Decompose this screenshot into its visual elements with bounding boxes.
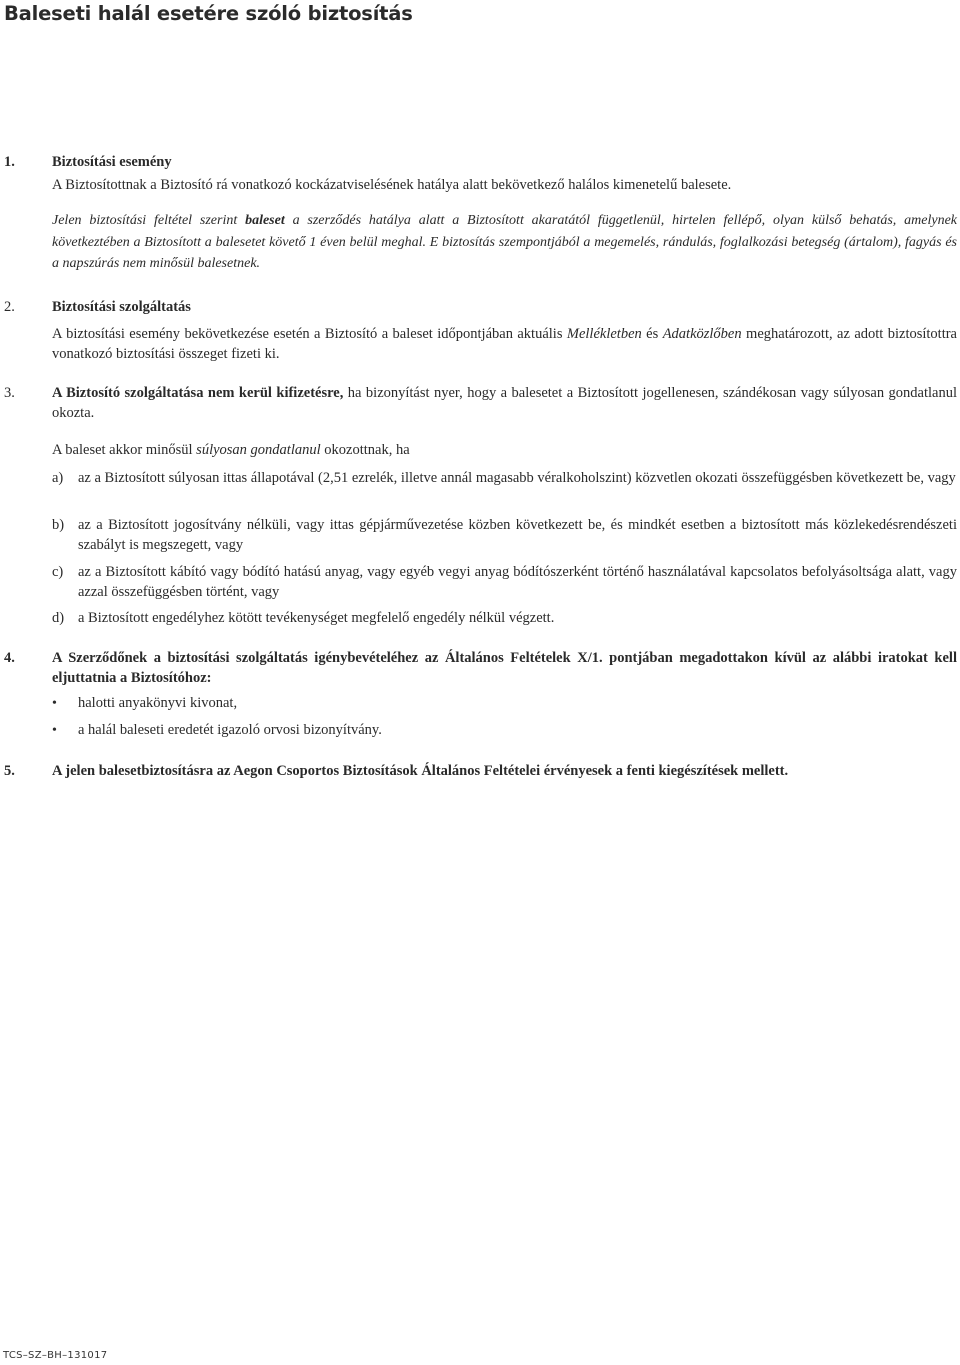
section-5-paragraph: A jelen balesetbiztosításra az Aegon Csoportos Biztosítások Általános Feltételei érvényesek a fenti kiegészítések mellett. (52, 763, 789, 779)
list-item-label: c) (52, 564, 64, 580)
bullet-item: a halál baleseti eredetét igazoló orvosi bizonyítvány. (78, 722, 382, 738)
s3-p2-a: A baleset akkor minősül (52, 442, 197, 458)
s2-text-adatkozlo: Adatközlőben (662, 326, 742, 342)
gross-negligence-intro (52, 441, 957, 461)
section-2-heading: Biztosítási szolgáltatás (52, 299, 191, 315)
list-item-label: b) (52, 517, 65, 533)
definition-text-a: Jelen biztosítási feltétel szerint (52, 213, 246, 228)
section-3-paragraph (52, 384, 957, 423)
list-item: az a Biztosított kábító vagy bódító hatású anyag, vagy egyéb vegyi anyag bódítószerként történő használatával kapcsolatos befolyásoltsága alatt, vagy azzal összefüggésben történt, vagy (78, 564, 957, 600)
definition-text-c: a szerződés hatálya alatt a Biztosított akaratától függetlenül, hirtelen fellépő, olyan külső behatás, amelynek következtében a Biztosított a balesetet követő 1 éven belül meghal. E biztosítás szempontjából a megemelés, rándulás, foglalkozási betegség (ártalom), fagyás és a napszúrás nem minősül balesetnek. (52, 213, 957, 271)
section-1-heading: Biztosítási esemény (52, 154, 172, 170)
list-item: a Biztosított engedélyhez kötött tevékenységet megfelelő engedély nélkül végzett. (78, 610, 555, 626)
page-title: Baleseti halál esetére szóló biztosítás (4, 2, 413, 25)
s2-text-melleklet: Mellékletben (566, 326, 642, 342)
list-item-label: d) (52, 610, 65, 626)
s3-rest-text: ha bizonyítást nyer, hogy a balesetet a Biztosított jogellenesen, szándékosan vagy súlyosan gondatlanul okozta. (52, 385, 957, 421)
s3-p2-c: okozottnak, ha (320, 442, 410, 458)
accident-definition-paragraph (52, 210, 957, 275)
s2-text-e: meghatározott, az adott biztosítottra vonatkozó biztosítási összeget fizeti ki. (52, 326, 957, 362)
section-4-paragraph: A Szerződőnek a biztosítási szolgáltatás igénybevételéhez az Általános Feltételek X/1. pontjában megadottakon kívül az alábbi iratokat kell eljuttatnia a Biztosítóhoz: (52, 650, 957, 686)
s2-text-a: A biztosítási esemény bekövetkezése esetén a Biztosító a baleset időpontjában aktuális (52, 326, 567, 342)
section-2-paragraph (52, 325, 957, 364)
bullet-item: halotti anyakönyvi kivonat, (78, 695, 238, 711)
section-2-number: 2. (4, 299, 15, 315)
s2-text-es: és (641, 326, 663, 342)
list-item: az a Biztosított súlyosan ittas állapotával (2,51 ezrelék, illetve annál magasabb véralkoholszint) közvetlen okozati összefüggésben következett be, vagy (78, 470, 956, 486)
section-4-number: 4. (4, 650, 15, 666)
s3-p2-italic: súlyosan gondatlanul (196, 442, 321, 458)
section-1-paragraph: A Biztosítottnak a Biztosító rá vonatkozó kockázatviselésének hatálya alatt bekövetkező halálos kimenetelű balesete. (52, 177, 732, 193)
bullet-icon: • (52, 696, 57, 711)
s3-bold-text: A Biztosító szolgáltatása nem kerül kifizetésre, (52, 385, 344, 401)
list-item: az a Biztosított jogosítvány nélküli, vagy ittas gépjárművezetése közben következett be, és mindkét esetben a biztosított más közlekedésrendészeti szabályt is megszegett, vagy (78, 517, 957, 553)
document-code: TCS–SZ–BH–131017 (3, 1350, 108, 1361)
definition-term-baleset: baleset (245, 213, 285, 228)
section-5-number: 5. (4, 763, 15, 779)
bullet-icon: • (52, 723, 57, 738)
list-item-label: a) (52, 470, 64, 486)
section-3-number: 3. (4, 385, 15, 401)
section-1-number: 1. (4, 154, 15, 170)
